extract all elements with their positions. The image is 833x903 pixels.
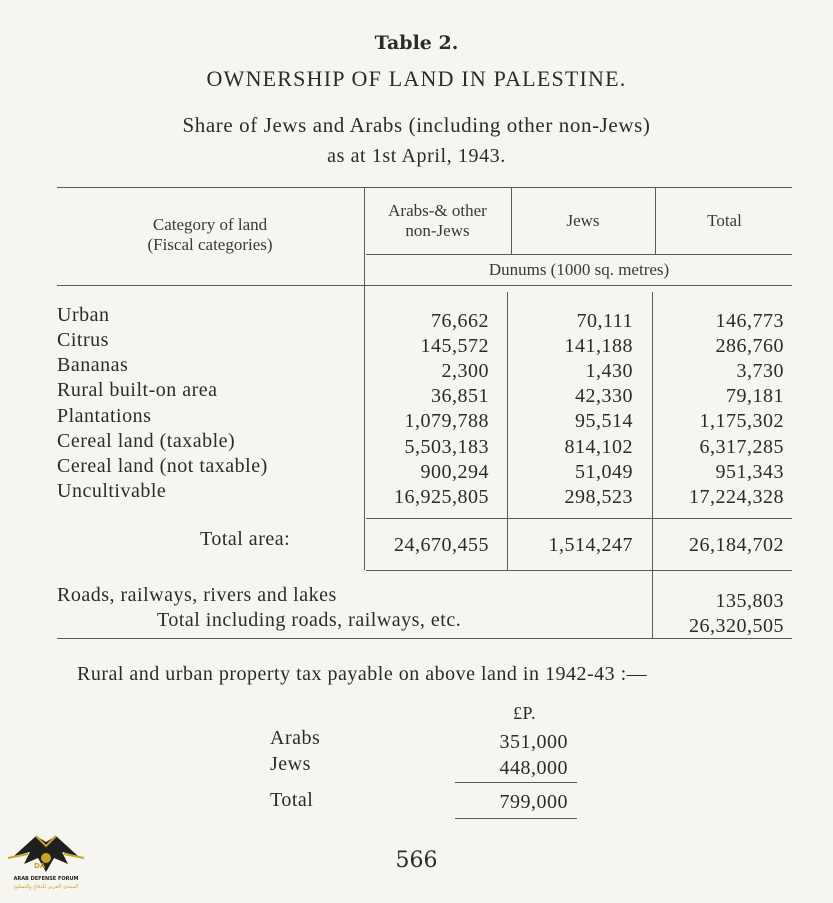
logo-arabic: المنتدى العربي للدفاع والتسليح [13, 884, 79, 890]
tax-heading: Rural and urban property tax payable on above land in 1942-43 :— [77, 663, 648, 685]
row-jews: 814,102 [564, 436, 633, 458]
row-jews: 298,523 [564, 486, 633, 508]
col-divider-1 [364, 188, 365, 570]
tax-jews-value: 448,000 [499, 757, 568, 779]
total-area-rule [366, 570, 792, 571]
table-bottom-rule [57, 638, 792, 639]
row-arabs: 76,662 [431, 310, 489, 332]
row-category: Rural built-on area [57, 379, 218, 401]
total-area-total: 26,184,702 [689, 534, 784, 556]
total-area-jews: 1,514,247 [548, 534, 633, 556]
table-title: OWNERSHIP OF LAND IN PALESTINE. [206, 66, 627, 91]
row-total: 6,317,285 [699, 436, 784, 458]
row-jews: 95,514 [575, 410, 633, 432]
row-category: Plantations [57, 405, 152, 427]
header-arabs-line-1: Arabs-& other [388, 201, 487, 220]
row-arabs: 1,079,788 [404, 410, 489, 432]
header-mid-rule [366, 254, 792, 255]
row-arabs: 2,300 [441, 360, 489, 382]
row-total: 1,175,302 [699, 410, 784, 432]
tax-jews-label: Jews [270, 753, 311, 775]
tax-arabs-value: 351,000 [499, 731, 568, 753]
row-category: Bananas [57, 354, 129, 376]
header-total: Total [707, 211, 742, 230]
page-number: 566 [395, 848, 438, 873]
row-arabs: 5,503,183 [404, 436, 489, 458]
logo-acronym: DA [34, 862, 46, 870]
grand-total-label: Total including roads, railways, etc. [157, 609, 462, 631]
header-arabs-line-2: non-Jews [405, 221, 470, 240]
subtotal-rule [366, 518, 792, 519]
tax-currency: £P. [513, 703, 537, 723]
row-jews: 51,049 [575, 461, 633, 483]
roads-total: 135,803 [715, 590, 784, 612]
row-category: Cereal land (not taxable) [57, 455, 268, 477]
row-total: 79,181 [726, 385, 784, 407]
subtitle-line-2: as at 1st April, 1943. [327, 145, 506, 167]
row-total: 286,760 [715, 335, 784, 357]
header-arabs [366, 201, 509, 241]
header-jews: Jews [566, 211, 600, 230]
row-category: Citrus [57, 329, 109, 351]
col-divider-3-header [655, 188, 656, 254]
grand-total-value: 26,320,505 [689, 615, 784, 637]
arab-defense-forum-logo [6, 832, 86, 898]
row-arabs: 36,851 [431, 385, 489, 407]
tax-total-value: 799,000 [499, 791, 568, 813]
row-total: 951,343 [715, 461, 784, 483]
row-total: 17,224,328 [689, 486, 784, 508]
row-arabs: 145,572 [420, 335, 489, 357]
total-area-arabs: 24,670,455 [394, 534, 489, 556]
logo-name: ARAB DEFENSE FORUM [13, 876, 79, 882]
header-bottom-rule [57, 285, 792, 286]
row-jews: 42,330 [575, 385, 633, 407]
row-total: 3,730 [736, 360, 784, 382]
col-divider-2-header [511, 188, 512, 254]
tax-arabs-label: Arabs [270, 727, 321, 749]
header-category-line-1: Category of land [152, 215, 268, 234]
subtitle-line-1: Share of Jews and Arabs (including other non-Jews) [182, 113, 651, 137]
header-category-line-2: (Fiscal categories) [147, 235, 273, 254]
col-divider-2 [507, 292, 508, 570]
table-top-rule [57, 187, 792, 188]
row-category: Urban [57, 304, 110, 326]
row-jews: 1,430 [585, 360, 633, 382]
col-divider-3 [652, 292, 653, 638]
row-total: 146,773 [715, 310, 784, 332]
tax-sum-rule [455, 782, 577, 783]
row-jews: 141,188 [564, 335, 633, 357]
total-area-label: Total area: [200, 528, 291, 550]
row-category: Uncultivable [57, 480, 167, 502]
tax-total-rule [455, 818, 577, 819]
row-jews: 70,111 [576, 310, 633, 332]
tax-total-label: Total [270, 789, 314, 811]
row-category: Cereal land (taxable) [57, 430, 236, 452]
table-label: Table 2. [374, 32, 459, 54]
roads-label: Roads, railways, rivers and lakes [57, 584, 337, 606]
header-category [60, 215, 360, 255]
row-arabs: 16,925,805 [394, 486, 489, 508]
header-units: Dunums (1000 sq. metres) [488, 260, 670, 279]
row-arabs: 900,294 [420, 461, 489, 483]
